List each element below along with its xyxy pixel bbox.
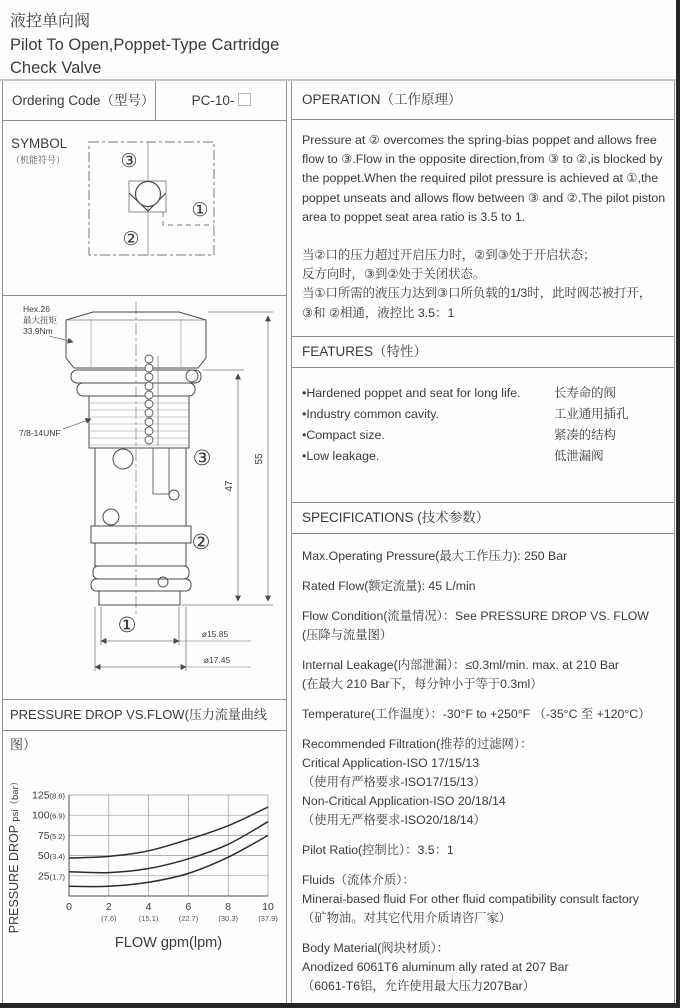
spec-temperature: Temperature(工作温度）：-30°F to +250°F （-35°C 至 +120°C） [302,707,651,721]
y-tick-psi: 50(3.4) [37,850,65,863]
operation-text-cn: 当②口的压力超过开启压力时，②到③处于开启状态； 反方向时，③到②处于关闭状态。 当①口所需的液压力达到③口所负载的1/3时，此时阀芯被打开， ③和 ②相通，液控比 3.5：1 [302,248,652,320]
symbol-title: SYMBOL [11,136,68,151]
spec-flow-condition: Flow Condition(流量情况）：See PRESSURE DROP VS. FLOW (压降与流量图） [302,609,649,642]
spec-filtration: Recommended Filtration(推荐的过滤网）： Critical Application-ISO 17/15/13 （使用有严格要求-ISO17/15/13） Non-Critical Application-ISO 20/18/14 （使用无严格要求-ISO20/18/14） [302,737,533,827]
x-tick-gpm: 0 [66,901,72,913]
feature-item [302,383,669,404]
feature-cn: 工业通用插孔 [554,407,629,421]
oring-ridge-2 [91,579,191,591]
lower-body [95,543,186,566]
chart-ylabel: PRESSURE DROP psi（bar） [7,776,21,934]
operation-text-en: Pressure at ② overcomes the spring-bias poppet and allows free flow to ③.Flow in the opposite direction,from ③ to ②,is blocked by the poppet.When the required pilot pressure is achieved at ①,the poppet unseats and allows flow between ③ and ②.The pilot piston area to poppet seat area ratio is 3.5 to 1. [302,133,666,224]
feature-cn: 低泄漏阀 [554,449,604,463]
pressure-drop-flow-chart [3,731,288,1002]
x-tick-lpm: (15.1) [138,914,159,923]
thread-lines [90,403,188,445]
spec-internal-leakage: Internal Leakage(内部泄漏）：≤0.3ml/min. max. at 210 Bar (在最大 210 Bar下，每分钟小于等于0.3ml） [302,658,620,691]
x-tick-lpm: (22.7) [178,914,199,923]
oring-mid [169,490,179,500]
y-tick-psi: 25(1.7) [37,870,65,883]
page-edge-bottom [0,1003,680,1008]
title-block [10,8,279,78]
ordering-code-blank-box [238,93,251,106]
symbol-port-2: ② [122,229,140,250]
dim-55-label: 55 [254,453,265,465]
x-tick-lpm: (7.6) [101,914,117,923]
x-tick-gpm: 8 [225,901,232,913]
x-tick-gpm: 4 [145,901,152,913]
hex-leader-line [49,336,73,342]
ordering-code-value [156,81,287,120]
drawing-port-3: ③ [192,447,212,470]
thread-leader-line [63,419,91,429]
spec-max-pressure: Max.Operating Pressure(最大工作压力): 250 Bar [302,549,568,563]
dim-dia-small-label: ø15.85 [201,629,229,639]
poppet-stem [153,448,169,494]
features-header: FEATURES（特性） [291,337,675,368]
port-2-hole [103,509,119,525]
page-title-en-1: Pilot To Open,Poppet-Type Cartridge [10,36,280,54]
hex-note-line2: 最大扭矩 [23,315,58,325]
chart-panel [2,731,287,1003]
ordering-code-label: Ordering Code（型号） [3,81,156,120]
operation-header: OPERATION（工作原理） [291,81,675,120]
spring [145,355,158,446]
drawing-port-2: ② [191,531,211,554]
curve-middle [69,822,268,873]
x-tick-gpm: 2 [105,901,112,913]
y-tick-psi: 100(6.9) [32,809,65,822]
x-tick-gpm: 10 [262,901,274,913]
hydraulic-symbol-drawing [3,121,288,295]
feature-en: •Hardened poppet and seat for long life. [302,386,521,400]
page-title-cn: 液控单向阀 [10,13,91,30]
valve-drawing [3,296,288,699]
chart-panel-title: PRESSURE DROP VS.FLOW(压力流量曲线图） [2,700,287,731]
feature-item [302,425,669,446]
specifications-body [291,534,675,1003]
drawing-port-1: ① [117,614,137,637]
thread-section [89,396,189,448]
page-edge-right [676,0,680,1008]
specifications-header: SPECIFICATIONS (技术参数） [291,503,675,534]
curve-high [69,807,268,858]
dim-dia-large-label: ø17.45 [203,655,231,665]
symbol-panel [2,121,287,296]
x-tick-gpm: 6 [185,901,192,913]
features-body [291,368,675,503]
feature-item [302,404,669,425]
chart-xlabel: FLOW gpm(lpm) [114,935,223,951]
y-tick-psi: 125(8.6) [32,789,65,802]
operation-body [291,120,675,337]
feature-cn: 紧凑的结构 [554,428,616,442]
port-3-hole [113,449,133,469]
feature-en: •Compact size. [302,428,385,442]
symbol-subtitle: （机能符号） [11,155,66,165]
ordering-code-prefix: PC-10- [191,93,235,108]
x-tick-lpm: (30.3) [218,914,238,923]
mid-flange [91,526,191,543]
feature-en: •Low leakage. [302,449,380,463]
upper-body [95,448,186,526]
feature-cn: 长寿命的阀 [554,386,616,400]
y-tick-psi: 75(5.2) [37,829,65,842]
feature-en: •Industry common cavity. [302,407,440,421]
thread-label: 7/8-14UNF [19,428,61,438]
page-title-en-2: Check Valve [10,59,102,77]
x-tick-lpm: (37.9) [258,914,278,923]
oring-ridge-1 [93,566,189,579]
symbol-poppet-ball [136,182,161,207]
spec-rated-flow: Rated Flow(额定流量): 45 L/min [302,579,476,593]
spec-pilot-ratio: Pilot Ratio(控制比）：3.5：1 [302,843,454,857]
oring-top [186,370,198,382]
ordering-code-row [2,81,287,121]
nose [99,591,180,605]
curve-low [69,835,268,886]
spec-body-material: Body Material(阀块材质）： Anodized 6061T6 aluminum ally rated at 207 Bar （6061-T6铝，允许使用最大压力207Bar） [302,941,569,993]
symbol-port-1: ① [191,200,209,221]
feature-item [302,446,669,467]
valve-drawing-panel [2,296,287,700]
hex-note-line1: Hex.26 [23,304,50,314]
dimension-lines [49,312,273,671]
spec-fluids: Fluids（流体介质）： Minerai-based fluid For other fluid compatibility consult factory （矿物油。对其它代用介质请咨厂家） [302,873,639,925]
symbol-port-3: ③ [120,151,138,172]
dim-47-label: 47 [224,480,235,492]
hex-note-line3: 33.9Nm [23,326,53,336]
